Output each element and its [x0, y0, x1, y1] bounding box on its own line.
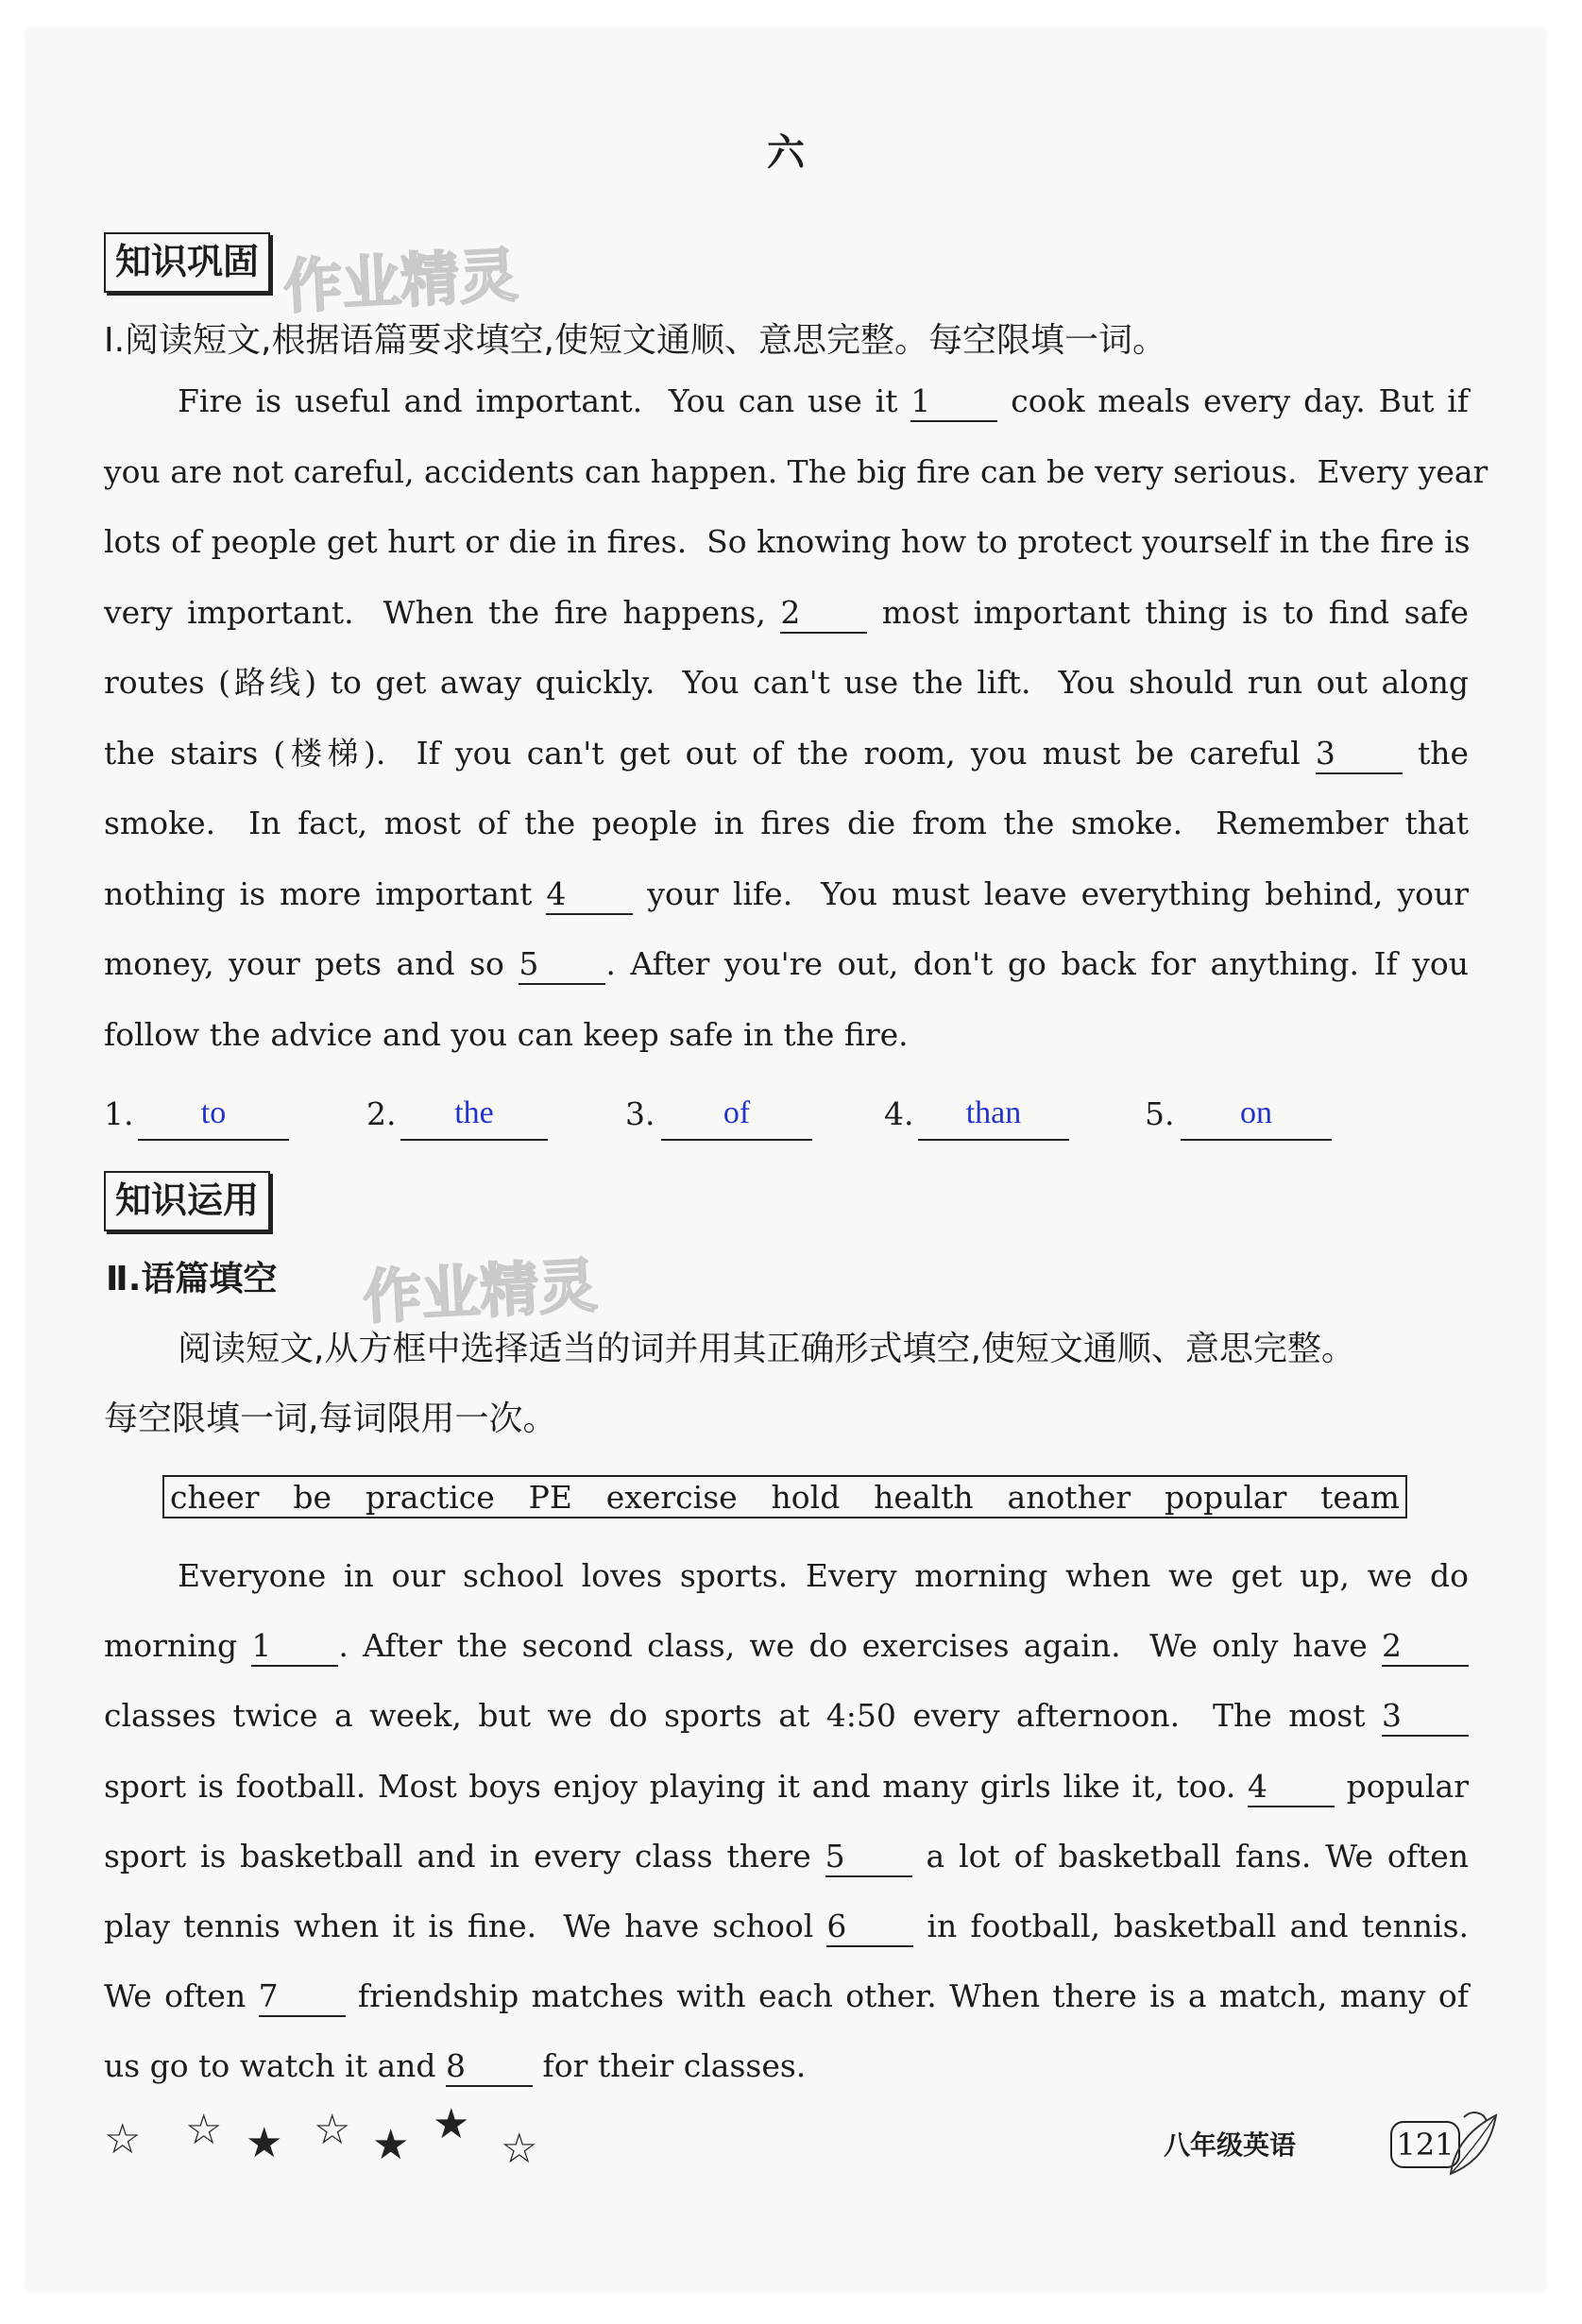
passage-text: play tennis when it is fine. We have school	[104, 1908, 827, 1944]
passage-line	[104, 449, 1488, 496]
passage-line	[104, 1011, 1469, 1059]
passage-text: popular	[1335, 1767, 1469, 1805]
passage-text: friendship matches with each other. When there is a match, many of	[345, 1977, 1469, 2015]
leaf-icon	[1445, 2108, 1502, 2180]
passage-text: sport is football. Most boys enjoy playing it and many girls like it, too.	[104, 1767, 1248, 1805]
page-title: 六	[767, 130, 805, 175]
word-option: popular	[1164, 1478, 1287, 1516]
answer-value: than	[918, 1095, 1069, 1141]
blank-number: 1	[910, 382, 997, 422]
passage-line	[104, 589, 1469, 636]
answer-number: 1.	[104, 1095, 134, 1132]
answer-value: of	[661, 1095, 812, 1141]
passage-text: sport is basketball and in every class there	[104, 1837, 825, 1874]
word-option: exercise	[605, 1478, 738, 1516]
passage-text: follow the advice and you can keep safe in the fire.	[104, 1015, 909, 1053]
passage-line	[104, 941, 1469, 988]
blank-number: 5	[519, 945, 605, 985]
section2-instruction: 阅读短文,从方框中选择适当的词并用其正确形式填空,使短文通顺、意思完整。	[178, 1330, 1355, 1368]
answer-row	[104, 1095, 1332, 1143]
answer-value: to	[138, 1095, 289, 1141]
answer-number: 3.	[625, 1095, 655, 1132]
passage-text: very important. When the fire happens,	[104, 593, 781, 631]
section2-instruction-cont: 每空限填一词,每词限用一次。	[104, 1399, 557, 1438]
blank-number: 4	[546, 875, 633, 915]
blank-number: 5	[825, 1838, 912, 1877]
blank-number: 3	[1382, 1697, 1469, 1737]
passage-line	[104, 1622, 1469, 1670]
answer-value: on	[1181, 1095, 1332, 1141]
passage-text: . After the second class, we do exercises again. We only have	[338, 1627, 1382, 1665]
passage-line	[104, 518, 1469, 566]
passage-line	[104, 1833, 1469, 1880]
star-decoration	[104, 2100, 557, 2173]
passage-line	[104, 1973, 1469, 2020]
passage-line	[178, 378, 1469, 425]
answer-value: the	[400, 1095, 548, 1141]
passage-text: We often	[104, 1977, 259, 2015]
blank-number: 2	[1382, 1627, 1469, 1667]
watermark-text: 作业精灵	[361, 1250, 600, 1332]
passage-text: for their classes.	[533, 2047, 807, 2085]
section-label-consolidation: 知识巩固	[104, 232, 270, 293]
star-icon: ★	[372, 2121, 410, 2169]
passage-text: classes twice a week, but we do sports at 4:50 every afternoon. The most	[104, 1697, 1382, 1735]
word-option: another	[1007, 1478, 1131, 1516]
blank-number: 7	[259, 1977, 346, 2017]
passage-text: a lot of basketball fans. We often	[911, 1837, 1469, 1874]
word-option: hold	[771, 1478, 841, 1516]
passage-text: nothing is more important	[104, 874, 547, 912]
passage-text: smoke. In fact, most of the people in fires die from the smoke. Remember that	[104, 805, 1469, 841]
passage-line	[104, 2043, 1469, 2090]
passage-text: you are not careful, accidents can happen. The big fire can be very serious. Every year	[104, 452, 1488, 490]
passage-text: the stairs (楼梯). If you can't get out of the room, you must be careful	[104, 734, 1316, 772]
passage-line	[104, 659, 1469, 706]
blank-number: 4	[1248, 1768, 1335, 1807]
word-option: PE	[528, 1478, 572, 1516]
blank-number: 1	[251, 1627, 338, 1667]
blank-number: 3	[1316, 735, 1403, 774]
passage-line	[104, 1903, 1469, 1950]
passage-line	[104, 1692, 1469, 1739]
blank-number: 6	[826, 1908, 913, 1947]
passage-text: most important thing is to find safe	[867, 593, 1469, 631]
answer-number: 4.	[884, 1095, 914, 1132]
footer-grade-label: 八年级英语	[1164, 2129, 1297, 2161]
passage-line	[104, 1763, 1469, 1810]
blank-number: 2	[780, 594, 867, 634]
word-option: cheer	[170, 1478, 260, 1516]
section-label-application: 知识运用	[104, 1171, 270, 1231]
section2-heading: Ⅱ.语篇填空	[106, 1260, 278, 1298]
passage-text: in football, basketball and tennis.	[913, 1908, 1469, 1944]
passage-text: morning	[104, 1627, 252, 1665]
star-icon: ★	[246, 2119, 283, 2167]
watermark-text: 作业精灵	[281, 240, 520, 322]
star-icon: ★	[433, 2100, 470, 2148]
passage-text: your life. You must leave everything behind, your	[633, 874, 1470, 912]
passage-text: lots of people get hurt or die in fires. So knowing how to protect yourself in the fire is	[104, 523, 1471, 560]
page-background	[25, 26, 1547, 2293]
passage-text: . After you're out, don't go back for anything. If you	[605, 945, 1469, 982]
passage-line	[104, 800, 1469, 847]
passage-text: us go to watch it and	[104, 2047, 447, 2085]
passage-text: cook meals every day. But if	[997, 382, 1470, 419]
page-number: 121	[1390, 2121, 1460, 2168]
word-option: health	[874, 1478, 974, 1516]
passage-line	[104, 730, 1469, 777]
word-box	[162, 1475, 1407, 1518]
star-icon: ☆	[185, 2106, 223, 2154]
blank-number: 8	[446, 2047, 533, 2087]
word-option: be	[293, 1478, 332, 1516]
answer-number: 2.	[366, 1095, 397, 1132]
star-icon: ☆	[314, 2106, 351, 2154]
word-option: practice	[365, 1478, 495, 1516]
passage-text: routes (路线) to get away quickly. You can't use the lift. You should run out along	[104, 664, 1469, 701]
passage-text: Fire is useful and important. You can use it	[178, 382, 911, 419]
word-option: team	[1320, 1478, 1400, 1516]
passage-text: money, your pets and so	[104, 945, 519, 982]
passage-line	[178, 1552, 1469, 1600]
passage-line	[104, 871, 1469, 918]
star-icon: ☆	[104, 2115, 142, 2163]
star-icon: ☆	[501, 2125, 538, 2173]
passage-text: the	[1402, 734, 1469, 772]
answer-number: 5.	[1145, 1095, 1175, 1132]
section1-instruction: Ⅰ.阅读短文,根据语篇要求填空,使短文通顺、意思完整。每空限填一词。	[104, 321, 1166, 360]
passage-text: Everyone in our school loves sports. Every morning when we get up, we do	[178, 1557, 1469, 1594]
